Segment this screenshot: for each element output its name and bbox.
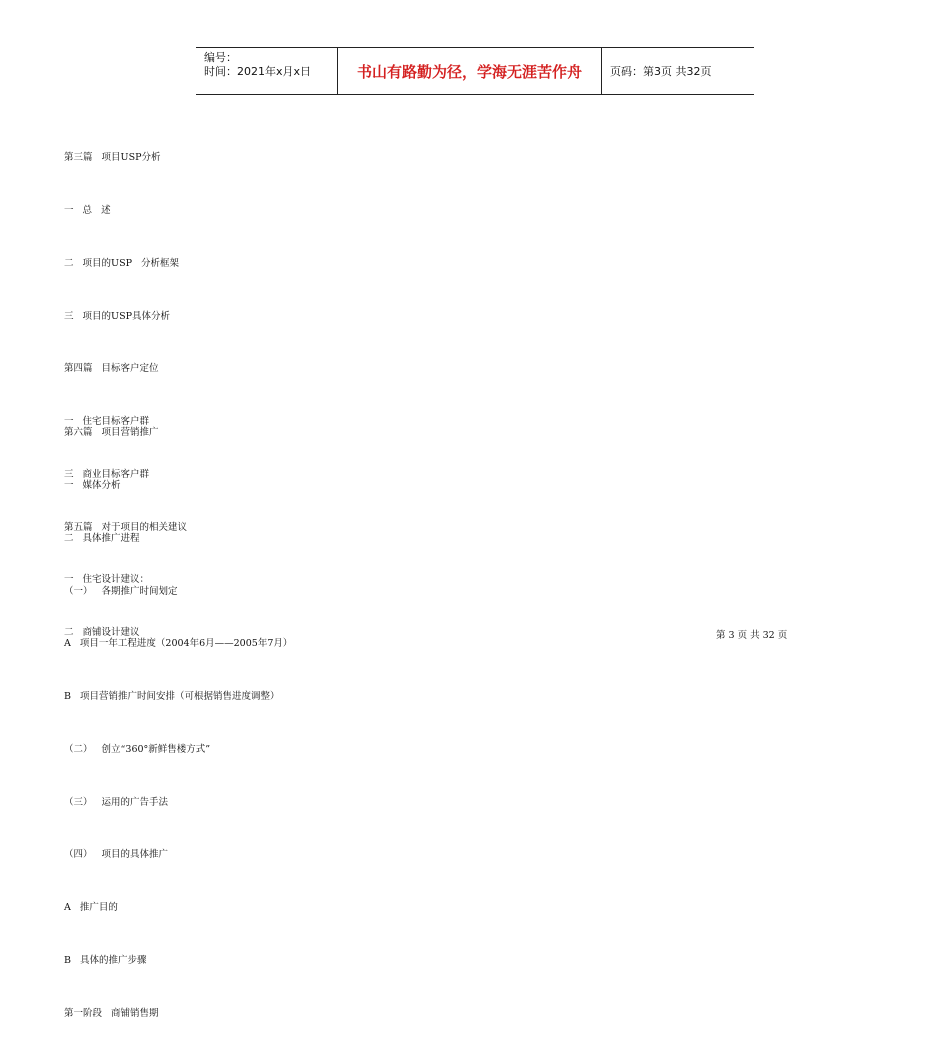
outline-item: 第一阶段 商铺销售期 — [64, 1007, 159, 1019]
doc-number-label: 编号： — [204, 51, 237, 64]
outline-item: 第五篇 对于项目的相关建议 — [64, 521, 188, 533]
outline-item: 二 项目的USP 分析框架 — [64, 257, 180, 269]
outline-item: A 项目一年工程进度（2004年6月——2005年7月） — [64, 638, 293, 650]
outline-item: 一 住宅设计建议： — [64, 574, 150, 586]
outline-item: （四） 项目的具体推广 — [64, 849, 169, 861]
outline-item: （二） 创立“360°新鲜售楼方式” — [64, 743, 211, 755]
outline-item: 二 商铺设计建议 — [64, 627, 140, 639]
doc-date-label: 时间：2021年x月x日 — [204, 65, 312, 78]
outline-item: 一 总 述 — [64, 204, 111, 216]
header-page-code: 页码：第3页 共32页 — [610, 65, 712, 78]
outline-item: 一 住宅目标客户群 — [64, 416, 150, 428]
outline-item: B 具体的推广步骤 — [64, 955, 147, 966]
outline-item: （一） 各期推广时间划定 — [64, 585, 178, 597]
header-motto: 书山有路勤为径，学海无涯苦作舟 — [338, 48, 602, 94]
page-header — [196, 47, 754, 95]
outline-section-bottom — [64, 389, 292, 1040]
outline-item: A 推广目的 — [64, 902, 118, 914]
outline-item: B 项目营销推广时间安排（可根据销售进度调整） — [64, 691, 280, 703]
outline-item: （三） 运用的广告手法 — [64, 796, 169, 808]
outline-item: 第六篇 项目营销推广 — [64, 427, 159, 439]
outline-item: 三 商业目标客户群 — [64, 468, 150, 480]
outline-item: 二 具体推广进程 — [64, 532, 140, 544]
outline-item: 第四篇 目标客户定位 — [64, 363, 159, 375]
outline-item: 三 项目的USP具体分析 — [64, 310, 170, 322]
outline-item: 一 媒体分析 — [64, 479, 121, 491]
outline-item: 第三篇 项目USP分析 — [64, 152, 161, 164]
page-footer: 第 3 页 共 32 页 — [716, 630, 788, 641]
header-meta-cell — [196, 48, 338, 94]
